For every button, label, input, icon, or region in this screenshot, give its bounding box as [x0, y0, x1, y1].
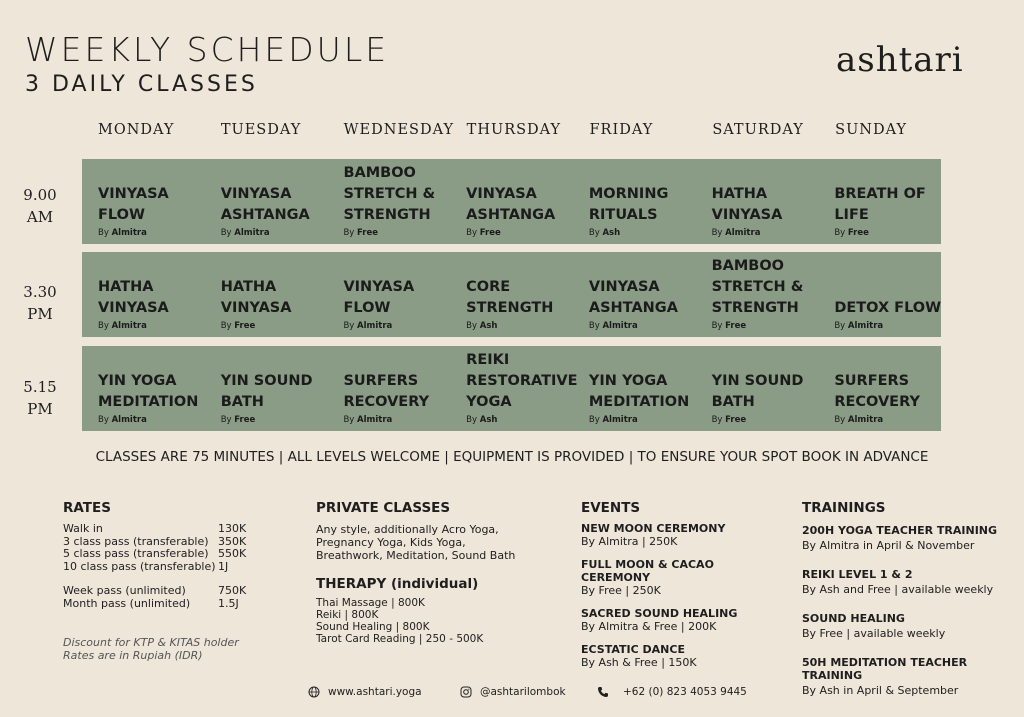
class-cell	[327, 159, 450, 244]
class-cell	[818, 252, 941, 337]
instructor-name: Almitra	[847, 321, 884, 331]
class-cell	[696, 159, 819, 244]
class-name: SURFERS RECOVERY	[834, 373, 920, 410]
training-title: 200H YOGA TEACHER TRAINING	[802, 524, 998, 537]
class-instructor	[343, 415, 392, 425]
event-item	[581, 522, 781, 548]
by-prefix: By	[220, 415, 232, 425]
event-item	[581, 607, 781, 633]
time-slot-band	[82, 252, 941, 337]
time-part: 9.00	[23, 186, 57, 204]
class-name: YIN SOUND BATH	[220, 373, 313, 410]
instructor-name: Ash	[602, 228, 621, 238]
class-name: BAMBOO STRETCH & STRENGTH	[711, 258, 804, 316]
time-part: PM	[27, 305, 53, 323]
instagram-link[interactable]	[460, 686, 566, 698]
class-name: YIN YOGA MEDITATION	[588, 373, 690, 410]
class-cell	[327, 346, 450, 431]
by-prefix: By	[98, 415, 109, 425]
class-instructor	[712, 228, 761, 238]
class-cell	[573, 159, 696, 244]
class-name: VINYASA FLOW	[98, 186, 169, 223]
training-detail: By Ash and Free | available weekly	[802, 583, 994, 596]
class-instructor	[589, 415, 638, 425]
instructor-name: Almitra	[111, 415, 147, 425]
by-prefix: By	[711, 228, 723, 238]
class-name: DETOX FLOW	[834, 300, 942, 316]
time-part: 3.30	[23, 283, 57, 301]
event-title: FULL MOON & CACAO CEREMONY	[581, 558, 714, 584]
by-prefix: By	[466, 321, 478, 331]
rate-label: Walk in	[63, 522, 103, 535]
info-line: CLASSES ARE 75 MINUTES | ALL LEVELS WELCOME | EQUIPMENT IS PROVIDED | TO ENSURE YOUR SPOT BOOK IN ADVANCE	[95, 449, 929, 465]
training-detail: By Almitra in April & November	[802, 539, 975, 552]
class-cell	[450, 159, 573, 244]
day-label: SUNDAY	[835, 122, 908, 138]
day-label: SATURDAY	[712, 122, 804, 138]
by-prefix: By	[98, 321, 109, 331]
class-name: YIN YOGA MEDITATION	[98, 373, 199, 410]
rate-price: 1J	[218, 560, 229, 574]
training-item	[802, 568, 1017, 596]
by-prefix: By	[343, 321, 355, 331]
day-label: TUESDAY	[220, 122, 302, 138]
class-cell	[696, 346, 819, 431]
class-cell	[573, 252, 696, 337]
class-cell	[82, 252, 205, 337]
day-label: THURSDAY	[466, 122, 562, 138]
website-link[interactable]	[308, 686, 422, 698]
class-instructor	[98, 321, 147, 331]
class-instructor	[221, 321, 256, 331]
class-name: HATHA VINYASA	[98, 279, 169, 316]
class-cell	[82, 159, 205, 244]
time-part: 5.15	[23, 378, 57, 396]
event-title: SACRED SOUND HEALING	[581, 607, 738, 620]
therapy-heading: THERAPY (individual)	[316, 576, 479, 592]
instructor-name: Free	[479, 228, 501, 238]
class-instructor	[466, 228, 501, 238]
by-prefix: By	[711, 415, 723, 425]
by-prefix: By	[834, 321, 846, 331]
day-label: MONDAY	[98, 122, 175, 138]
by-prefix: By	[220, 321, 232, 331]
rates-section	[63, 500, 293, 662]
rate-row	[63, 585, 293, 598]
event-title: NEW MOON CEREMONY	[581, 522, 726, 535]
by-prefix: By	[343, 415, 355, 425]
class-name: VINYASA ASHTANGA	[220, 186, 310, 223]
globe-icon	[308, 686, 320, 698]
by-prefix: By	[220, 228, 232, 238]
event-detail: By Almitra | 250K	[581, 535, 678, 548]
class-instructor	[343, 228, 378, 238]
class-cell	[205, 346, 328, 431]
events-heading: EVENTS	[581, 500, 641, 516]
therapy-line: Tarot Card Reading | 250 - 500K	[316, 633, 484, 645]
class-name: HATHA VINYASA	[711, 186, 783, 223]
rates-note: Rates are in Rupiah (IDR)	[63, 649, 203, 663]
private-section	[316, 500, 566, 645]
instructor-name: Ash	[479, 321, 498, 331]
instructor-name: Almitra	[725, 228, 761, 238]
class-instructor	[98, 415, 147, 425]
class-instructor	[712, 321, 747, 331]
event-item	[581, 643, 781, 669]
therapy-line: Reiki | 800K	[316, 609, 379, 621]
phone-icon	[597, 686, 609, 698]
event-title: ECSTATIC DANCE	[581, 643, 685, 656]
events-section	[581, 500, 781, 669]
private-heading: PRIVATE CLASSES	[316, 500, 451, 516]
class-instructor	[712, 415, 747, 425]
class-instructor	[589, 321, 638, 331]
by-prefix: By	[98, 228, 109, 238]
instagram-text: @ashtarilombok	[480, 686, 566, 698]
time-part: PM	[27, 400, 53, 418]
time-label	[20, 184, 60, 228]
class-cell	[450, 252, 573, 337]
time-label	[20, 376, 60, 420]
logo: ashtari	[836, 40, 964, 80]
by-prefix: By	[466, 228, 478, 238]
rate-price: 350K	[218, 534, 247, 548]
class-cell	[450, 346, 578, 431]
by-prefix: By	[711, 321, 723, 331]
class-instructor	[466, 415, 497, 425]
class-cell	[205, 252, 328, 337]
day-label: FRIDAY	[589, 122, 654, 138]
private-line: Breathwork, Meditation, Sound Bath	[316, 549, 516, 562]
class-cell	[818, 159, 941, 244]
instructor-name: Free	[357, 228, 378, 238]
instructor-name: Almitra	[234, 228, 270, 238]
time-slot-band	[82, 346, 941, 431]
class-name: VINYASA ASHTANGA	[466, 186, 556, 223]
rates-heading: RATES	[63, 500, 111, 516]
class-name: SURFERS RECOVERY	[343, 373, 430, 410]
class-instructor	[834, 321, 883, 331]
class-instructor	[834, 415, 883, 425]
phone-link[interactable]	[597, 686, 747, 698]
class-cell	[818, 346, 941, 431]
class-instructor	[98, 228, 147, 238]
instructor-name: Free	[847, 228, 869, 238]
instructor-name: Almitra	[847, 415, 884, 425]
rates-note: Discount for KTP & KITAS holder	[63, 636, 239, 650]
therapy-line: Sound Healing | 800K	[316, 621, 430, 633]
class-name: VINYASA ASHTANGA	[588, 279, 678, 316]
by-prefix: By	[588, 228, 600, 238]
training-title: SOUND HEALING	[802, 612, 905, 625]
by-prefix: By	[588, 415, 600, 425]
class-cell	[327, 252, 450, 337]
class-name: YIN SOUND BATH	[711, 373, 804, 410]
day-header-row	[82, 122, 942, 138]
page-subtitle: 3 DAILY CLASSES	[25, 72, 258, 97]
event-item	[581, 558, 781, 597]
class-name: VINYASA FLOW	[343, 279, 415, 316]
trainings-heading: TRAININGS	[802, 500, 886, 516]
rate-row	[63, 561, 293, 574]
class-name: MORNING RITUALS	[588, 186, 669, 223]
class-instructor	[221, 415, 256, 425]
instructor-name: Free	[234, 321, 256, 331]
rate-row	[63, 598, 293, 611]
instructor-name: Almitra	[111, 321, 147, 331]
time-label	[20, 281, 60, 325]
rate-label: 3 class pass (transferable)	[63, 534, 209, 548]
by-prefix: By	[834, 228, 846, 238]
class-cell	[205, 159, 328, 244]
instructor-name: Free	[725, 321, 747, 331]
phone-text: +62 (0) 823 4053 9445	[623, 686, 747, 698]
class-instructor	[589, 228, 620, 238]
training-title: 50H MEDITATION TEACHER TRAINING	[802, 656, 968, 682]
private-line: Any style, additionally Acro Yoga,	[316, 523, 499, 536]
instructor-name: Almitra	[602, 415, 638, 425]
private-line: Pregnancy Yoga, Kids Yoga,	[316, 536, 466, 549]
instructor-name: Free	[234, 415, 256, 425]
rate-price: 750K	[218, 583, 247, 597]
time-part: AM	[26, 208, 54, 226]
rate-price: 130K	[218, 522, 247, 535]
instructor-name: Almitra	[111, 228, 147, 238]
instructor-name: Almitra	[357, 321, 393, 331]
class-name: BREATH OF LIFE	[834, 186, 926, 223]
instructor-name: Free	[725, 415, 747, 425]
instagram-icon	[460, 686, 472, 698]
class-instructor	[343, 321, 392, 331]
page-title: WEEKLY SCHEDULE	[25, 30, 390, 69]
by-prefix: By	[588, 321, 600, 331]
class-name: HATHA VINYASA	[220, 279, 292, 316]
training-item	[802, 524, 1017, 552]
instructor-name: Almitra	[357, 415, 393, 425]
rate-price: 550K	[218, 547, 247, 561]
rate-row	[63, 523, 293, 536]
class-instructor	[834, 228, 869, 238]
training-detail: By Ash in April & September	[802, 684, 959, 697]
class-name: BAMBOO STRETCH & STRENGTH	[343, 165, 436, 223]
event-detail: By Free | 250K	[581, 584, 661, 597]
rate-price: 1.5J	[218, 596, 239, 610]
rate-label: 10 class pass (transferable)	[63, 560, 216, 574]
class-name: CORE STRENGTH	[466, 279, 554, 316]
by-prefix: By	[834, 415, 846, 425]
rate-label: 5 class pass (transferable)	[63, 547, 209, 561]
rate-label: Month pass (unlimited)	[63, 596, 191, 610]
event-detail: By Almitra & Free | 200K	[581, 620, 717, 633]
therapy-line: Thai Massage | 800K	[316, 597, 425, 609]
instructor-name: Ash	[479, 415, 498, 425]
training-detail: By Free | available weekly	[802, 627, 946, 640]
class-cell	[82, 346, 205, 431]
training-item	[802, 656, 1017, 697]
class-cell	[573, 346, 696, 431]
class-instructor	[466, 321, 497, 331]
day-label: WEDNESDAY	[343, 122, 455, 138]
class-name: REIKI RESTORATIVE YOGA	[466, 352, 578, 410]
class-instructor	[221, 228, 270, 238]
training-item	[802, 612, 1017, 640]
by-prefix: By	[466, 415, 478, 425]
event-detail: By Ash & Free | 150K	[581, 656, 697, 669]
trainings-section	[802, 500, 1017, 697]
instructor-name: Almitra	[602, 321, 638, 331]
time-slot-band	[82, 159, 941, 244]
website-text: www.ashtari.yoga	[328, 686, 422, 698]
training-title: REIKI LEVEL 1 & 2	[802, 568, 913, 581]
class-cell	[696, 252, 819, 337]
by-prefix: By	[343, 228, 355, 238]
rate-label: Week pass (unlimited)	[63, 583, 186, 597]
